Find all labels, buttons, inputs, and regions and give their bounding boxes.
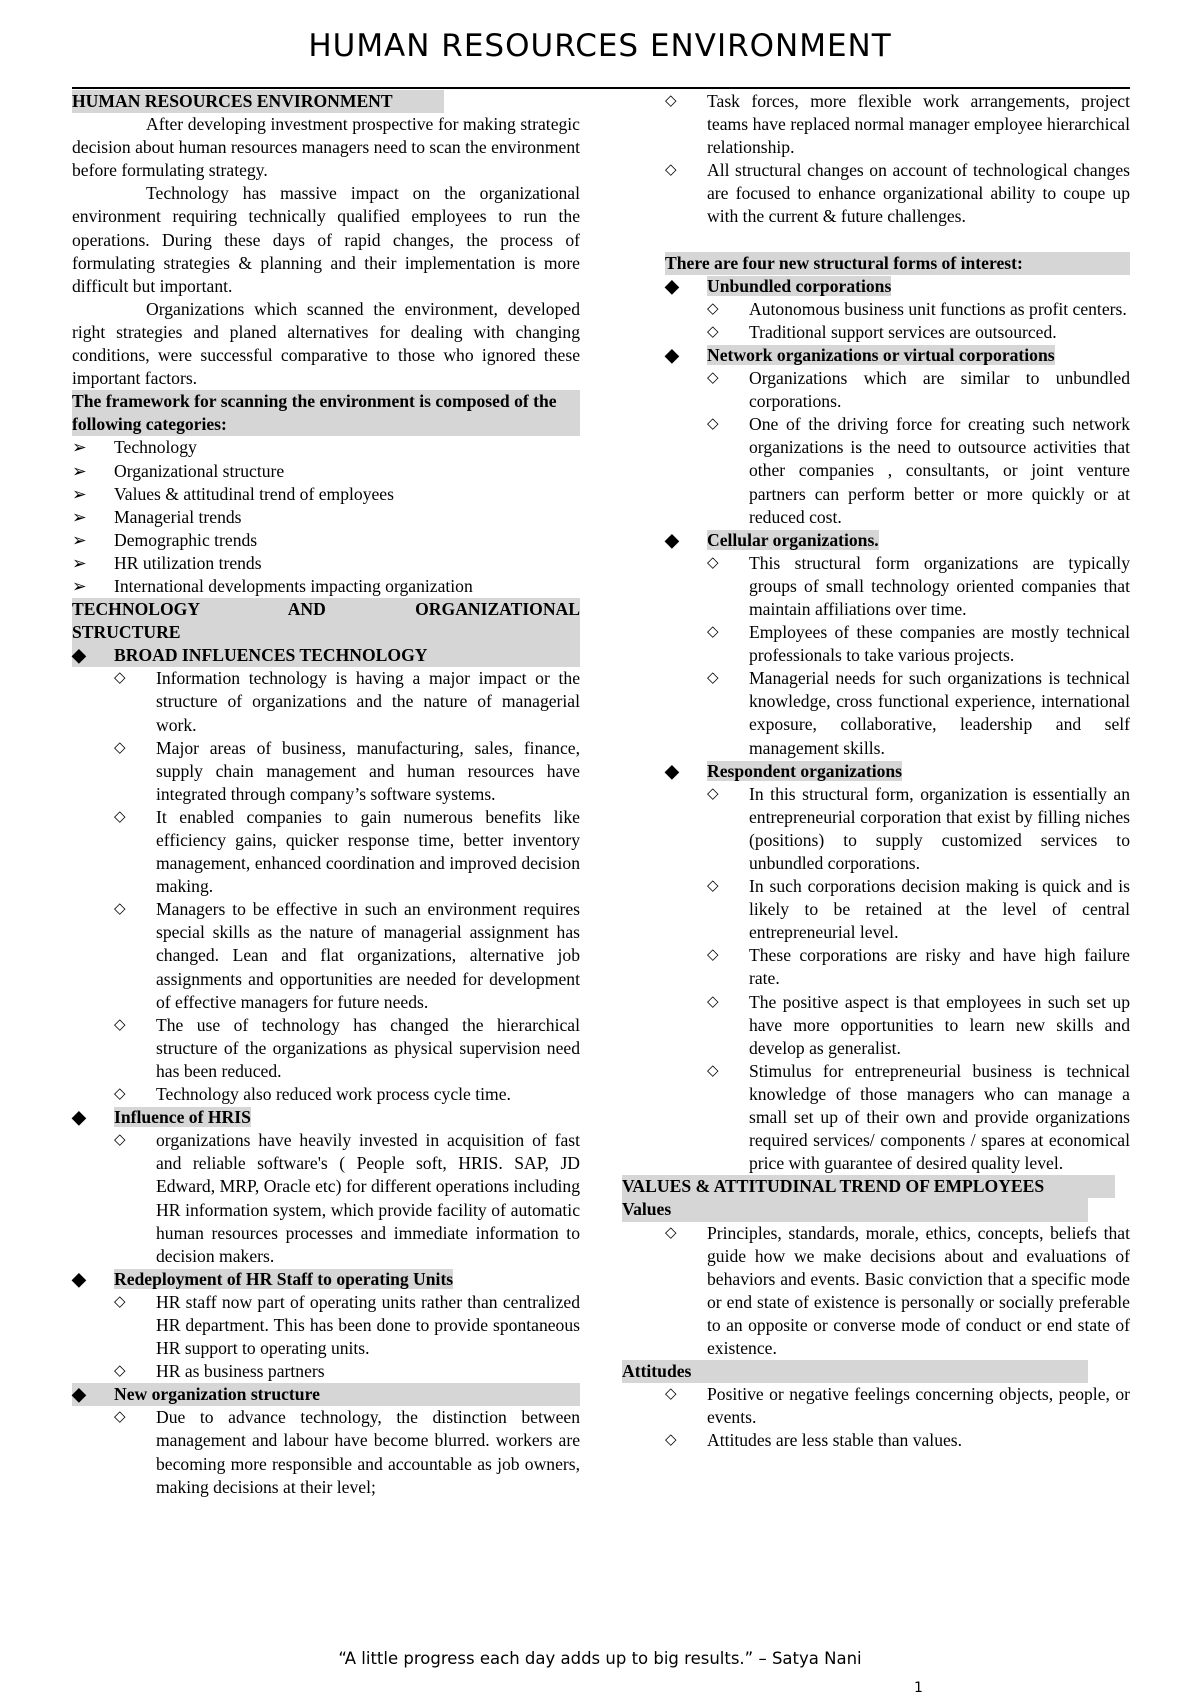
arrow-bullet-icon: ➢: [72, 575, 87, 596]
diamond-outline-bullet-icon: ◇: [707, 416, 719, 433]
arrow-bullet-icon: ➢: [72, 437, 87, 458]
list-item: ◇ These corporations are risky and have high failure rate.: [707, 945, 1130, 989]
network-heading: ◆ Network organizations or virtual corporations: [665, 344, 1130, 367]
diamond-outline-bullet-icon: ◇: [114, 1086, 126, 1103]
list-item: ➢ Managerial trends: [72, 506, 580, 529]
diamond-outline-bullet-icon: ◇: [114, 1132, 126, 1149]
values-subheading: Values: [622, 1198, 1088, 1221]
list-item: ◇ Attitudes are less stable than values.: [665, 1429, 1130, 1452]
list-item: ◇ Task forces, more flexible work arrangements, project teams have replaced normal manager employee hierarchical relationship.: [665, 91, 1130, 158]
diamond-outline-bullet-icon: ◇: [707, 1062, 719, 1079]
list-item: ◇ Information technology is having a major impact or the structure of organizations and the nature of managerial work.: [114, 668, 580, 735]
diamond-outline-bullet-icon: ◇: [114, 739, 126, 756]
diamond-outline-bullet-icon: ◇: [707, 554, 719, 571]
diamond-outline-bullet-icon: ◇: [665, 93, 677, 109]
framework-heading: The framework for scanning the environment is composed of the following categories:: [72, 390, 580, 436]
list-item: ◇ In this structural form, organization is essentially an entrepreneurial corporation that exist by filling niches (positions) to supply customized services to unbundled corporations.: [707, 783, 1130, 873]
structure-change-list: [665, 90, 1130, 229]
list-item: ◇ Major areas of business, manufacturing, sales, finance, supply chain management and human resources have integrated through company’s software systems.: [114, 737, 580, 804]
spacer: [665, 229, 1130, 252]
list-item: ➢ International developments impacting organization: [72, 575, 580, 598]
list-item: ◇ The positive aspect is that employees in such set up have more opportunities to learn new skills and develop as generalist.: [707, 991, 1130, 1058]
structural-forms-heading: There are four new structural forms of interest:: [665, 252, 1130, 275]
diamond-outline-bullet-icon: ◇: [114, 808, 126, 825]
list-item: ◇ One of the driving force for creating such network organizations is the need to outsource activities that other companies , consultants, or joint venture partners can perform better or more quickly or at reduced cost.: [707, 414, 1130, 527]
unbundled-heading: ◆ Unbundled corporations: [665, 275, 1130, 298]
diamond-bullet-icon: ◆: [72, 645, 86, 666]
list-item: ➢ Technology: [72, 436, 580, 459]
diamond-outline-bullet-icon: ◇: [707, 947, 719, 964]
redeployment-heading: ◆ Redeployment of HR Staff to operating Units: [72, 1268, 580, 1291]
values-inner: [665, 1222, 1130, 1361]
diamond-outline-bullet-icon: ◇: [665, 1224, 677, 1241]
diamond-outline-bullet-icon: ◇: [707, 785, 719, 802]
paragraph: Organizations which scanned the environment, developed right strategies and planed alternatives for dealing with changing conditions, were successful comparative to those who ignored these important factors.: [72, 298, 580, 389]
arrow-bullet-icon: ➢: [72, 460, 87, 481]
list-item: ◇ All structural changes on account of technological changes are focused to enhance organizational ability to coupe up with the current & future challenges.: [665, 160, 1130, 227]
attitudes-inner: [665, 1383, 1130, 1452]
technology-heading: TECHNOLOGY AND ORGANIZATIONAL STRUCTURE: [72, 598, 580, 644]
broad-influences-heading: ◆ BROAD INFLUENCES TECHNOLOGY: [72, 644, 580, 667]
list-item: ◇ In such corporations decision making is quick and is likely to be retained at the level of central entrepreneurial level.: [707, 876, 1130, 943]
paragraph: Technology has massive impact on the organizational environment requiring technically qualified employees to run the operations. During these days of rapid changes, the process of formulating strategies & planning and their implementation is more difficult but important.: [72, 183, 580, 296]
diamond-bullet-icon: ◆: [72, 1268, 86, 1289]
paragraph: After developing investment prospective for making strategic decision about human resources managers need to scan the environment before formulating strategy.: [72, 114, 580, 181]
title-rule: [72, 87, 1130, 89]
list-item: ◇ It enabled companies to gain numerous benefits like efficiency gains, quicker response time, better inventory management, enhanced coordination and improved decision making.: [114, 806, 580, 897]
new-org-structure-heading: ◆ New organization structure: [72, 1383, 580, 1406]
diamond-bullet-icon: ◆: [665, 529, 679, 550]
left-column: [72, 90, 580, 1499]
network-list: [665, 367, 1130, 529]
diamond-outline-bullet-icon: ◇: [707, 670, 719, 687]
list-item: ➢ Demographic trends: [72, 529, 580, 552]
list-item: ◇ Traditional support services are outsourced.: [665, 321, 1130, 344]
arrow-bullet-icon: ➢: [72, 483, 87, 504]
diamond-outline-bullet-icon: ◇: [707, 993, 719, 1010]
diamond-outline-bullet-icon: ◇: [665, 1432, 677, 1449]
diamond-bullet-icon: ◆: [72, 1107, 86, 1128]
list-item: ◇ Autonomous business unit functions as profit centers.: [665, 298, 1130, 321]
broad-influences-list: [72, 667, 580, 1106]
list-item: ◇ Principles, standards, morale, ethics, concepts, beliefs that guide how we make decisions about and evaluations of behaviors and events. Basic conviction that a specific mode or end state of existence is personally or socially preferable to an opposite or converse mode of conduct or end state of existence.: [665, 1222, 1130, 1358]
list-item: ◇ Managers to be effective in such an environment requires special skills as the nature of managerial assignment has changed. Lean and flat organizations, alternative job assignments and opportunities are needed for development of effective managers for future needs.: [114, 899, 580, 1012]
diamond-outline-bullet-icon: ◇: [707, 323, 719, 340]
list-item: ◇ Due to advance technology, the distinction between management and labour have become blurred. workers are becoming more responsible and accountable as job owners, making decisions at their level;: [114, 1407, 580, 1497]
diamond-bullet-icon: ◆: [72, 1384, 86, 1405]
diamond-outline-bullet-icon: ◇: [707, 878, 719, 895]
list-item: ◇ This structural form organizations are typically groups of small technology oriented companies that maintain affiliations over time.: [707, 552, 1130, 619]
list-item: ◇ HR as business partners: [72, 1360, 580, 1383]
right-inner: [665, 90, 1130, 1175]
unbundled-list: [665, 298, 1130, 344]
respondent-heading: ◆ Respondent organizations: [665, 760, 1130, 783]
redeployment-list: [72, 1291, 580, 1383]
diamond-outline-bullet-icon: ◇: [707, 624, 719, 641]
diamond-outline-bullet-icon: ◇: [665, 162, 677, 179]
cellular-list: [665, 552, 1130, 760]
arrow-bullet-icon: ➢: [72, 552, 87, 573]
attitudes-list: [665, 1383, 1130, 1452]
values-heading: VALUES & ATTITUDINAL TREND OF EMPLOYEES: [622, 1175, 1115, 1198]
diamond-bullet-icon: ◆: [665, 275, 679, 296]
list-item: ◇ Employees of these companies are mostly technical professionals to take various projects.: [707, 622, 1130, 666]
diamond-outline-bullet-icon: ◇: [114, 1363, 126, 1380]
diamond-outline-bullet-icon: ◇: [665, 1386, 677, 1403]
list-item: ➢ Organizational structure: [72, 460, 580, 483]
diamond-bullet-icon: ◆: [665, 760, 679, 781]
category-list: [72, 436, 580, 598]
diamond-outline-bullet-icon: ◇: [114, 1016, 126, 1033]
list-item: ◇ Technology also reduced work process cycle time.: [72, 1083, 580, 1106]
cellular-heading: ◆ Cellular organizations.: [665, 529, 1130, 552]
hris-heading: ◆ Influence of HRIS: [72, 1106, 580, 1129]
list-item: ◇ HR staff now part of operating units rather than centralized HR department. This has been done to provide spontaneous HR support to operating units.: [114, 1291, 580, 1359]
respondent-list: [665, 783, 1130, 1176]
arrow-bullet-icon: ➢: [72, 506, 87, 527]
list-item: ➢ HR utilization trends: [72, 552, 580, 575]
diamond-outline-bullet-icon: ◇: [707, 370, 719, 387]
list-item: ◇ Managerial needs for such organizations is technical knowledge, cross functional experience, international exposure, collaborative, leadership and self management skills.: [707, 668, 1130, 758]
diamond-outline-bullet-icon: ◇: [707, 300, 719, 317]
values-list: [665, 1222, 1130, 1361]
footer-quote: “A little progress each day adds up to big results.” – Satya Nani: [338, 1649, 862, 1668]
arrow-bullet-icon: ➢: [72, 529, 87, 550]
diamond-outline-bullet-icon: ◇: [114, 670, 126, 687]
section-heading: HUMAN RESOURCES ENVIRONMENT: [72, 90, 444, 113]
right-column: [622, 90, 1130, 1452]
diamond-outline-bullet-icon: ◇: [114, 901, 126, 918]
page-number: 1: [914, 1680, 923, 1696]
list-item: ◇ Stimulus for entrepreneurial business is technical knowledge of those managers who can manage a small set up of their own and provide organizations required services/ components / spares at economical price with guarantee of desired quality level.: [707, 1060, 1130, 1174]
diamond-bullet-icon: ◆: [665, 344, 679, 365]
list-item: ◇ organizations have heavily invested in acquisition of fast and reliable software's ( People soft, HRIS. SAP, JD Edward, MRP, Oracle etc) for different operations including HR information system, which provide facility of automatic human resources processes and immediate information to decision makers.: [114, 1130, 580, 1266]
diamond-outline-bullet-icon: ◇: [114, 1409, 126, 1426]
list-item: ◇ Positive or negative feelings concerning objects, people, or events.: [665, 1384, 1130, 1428]
list-item: ◇ The use of technology has changed the hierarchical structure of the organizations as physical supervision need has been reduced.: [114, 1014, 580, 1081]
diamond-outline-bullet-icon: ◇: [114, 1293, 126, 1310]
list-item: ◇ Organizations which are similar to unbundled corporations.: [707, 368, 1130, 412]
list-item: ➢ Values & attitudinal trend of employees: [72, 483, 580, 506]
attitudes-subheading: Attitudes: [622, 1360, 1088, 1383]
hris-list: [72, 1129, 580, 1268]
page-title: HUMAN RESOURCES ENVIRONMENT: [308, 28, 892, 64]
new-org-structure-list: [72, 1406, 580, 1498]
